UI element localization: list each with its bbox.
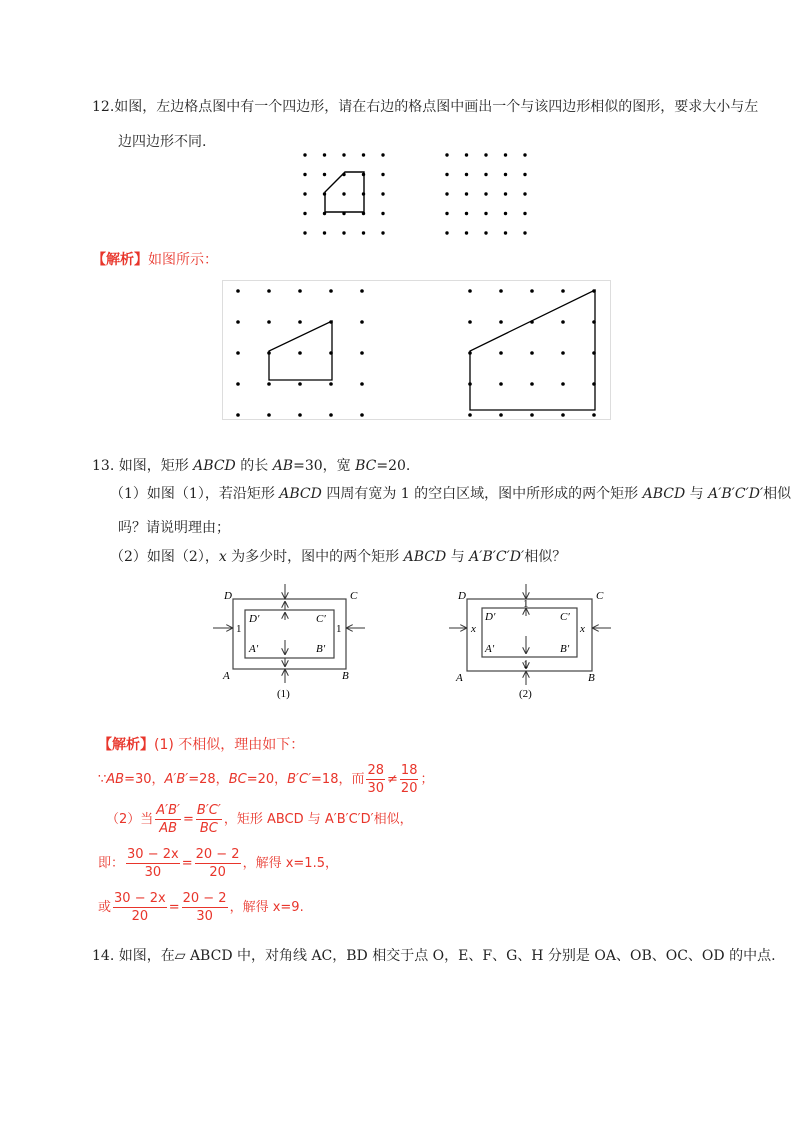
label-C-2: C — [596, 590, 604, 602]
grid-dot — [329, 382, 333, 386]
grid-dot — [504, 192, 507, 195]
grid-dot — [523, 153, 526, 156]
grid-dot — [303, 173, 306, 176]
grid-dot — [561, 320, 565, 324]
q13-p1-f: A′B′C′D′ — [708, 486, 764, 502]
q12-line2: 边四边形不同. — [118, 134, 207, 150]
label-B: B — [342, 670, 349, 682]
sol12-tag: 【解析】 — [92, 252, 148, 268]
q13-stem-a: 如图，矩形 — [118, 458, 194, 474]
frac-num: B′C′ — [196, 803, 221, 818]
grid-dot — [523, 173, 526, 176]
fraction-18-20 — [400, 762, 419, 797]
sol13-l2-a: AB — [106, 772, 125, 787]
caption-2: (2) — [519, 688, 532, 700]
label-A: A — [223, 670, 230, 682]
sol13-line3 — [106, 802, 413, 837]
q13-stem-e: =30，宽 — [293, 458, 356, 474]
label-A-2: A — [456, 672, 463, 684]
sol13-l2-f: =20， — [246, 772, 288, 787]
label-D: D — [224, 590, 232, 602]
grid-dot — [592, 413, 596, 417]
sol12-text: 如图所示： — [148, 252, 218, 268]
q13-p2-f: A′B′C′D′ — [469, 549, 525, 565]
grid-dot — [561, 289, 565, 293]
frac-den: 20 — [209, 865, 226, 880]
q13-p1-e: 与 — [685, 486, 709, 502]
grid-dot — [381, 212, 384, 215]
frac-den: 30 — [144, 865, 162, 880]
grid-dot — [499, 413, 503, 417]
grid-dot — [499, 382, 503, 386]
parallelogram-icon: ▱ — [174, 948, 186, 964]
q14-a: 如图，在 — [118, 948, 175, 964]
solution-left-quadrilateral — [269, 321, 332, 380]
grid-dot — [298, 320, 302, 324]
grid-dot — [381, 153, 384, 156]
sol13-tag: 【解析】 — [98, 737, 154, 753]
q13-part1 — [110, 484, 791, 504]
sol13-line4 — [98, 846, 338, 881]
fraction-BpCp-BC — [196, 802, 222, 837]
q13-p2-a: （2）如图（2）， — [110, 549, 219, 565]
solution-right-quadrilateral — [470, 290, 595, 410]
q13-p1-d: ABCD — [642, 486, 686, 502]
q13-p2-g: 相似？ — [524, 549, 567, 565]
grid-dot — [523, 212, 526, 215]
grid-dot — [298, 351, 302, 355]
frac-den: 20 — [400, 781, 418, 796]
sol12-figure — [222, 280, 612, 420]
label-Bp-2: B′ — [560, 643, 570, 655]
sol13-l5-b: ，解得 x=9. — [229, 900, 304, 915]
label-D-2: D — [458, 590, 466, 602]
label-x-left: x — [471, 623, 476, 635]
sol13-l4-a: 即： — [98, 856, 125, 871]
grid-dot — [267, 289, 271, 293]
grid-dot — [303, 192, 306, 195]
eq-symbol: = — [168, 900, 180, 915]
grid-dot — [381, 231, 384, 234]
q13-stem-f: BC — [355, 458, 377, 474]
sol13-l2-c: A′B′ — [164, 772, 189, 787]
grid-dot — [303, 153, 306, 156]
grid-dot — [504, 212, 507, 215]
sol13-l3-b: ，矩形 ABCD 与 A′B′C′D′相似， — [223, 812, 413, 827]
grid-dot — [298, 289, 302, 293]
frac-num: 28 — [367, 763, 385, 778]
label-C: C — [350, 590, 358, 602]
sol13-l5-a: 或 — [98, 900, 112, 915]
frac-den: 30 — [196, 909, 213, 924]
q13-stem — [92, 456, 410, 476]
frac-den: BC — [199, 821, 218, 836]
fraction-ApBp-AB — [155, 802, 181, 837]
grid-dot — [484, 212, 487, 215]
grid-dot — [561, 351, 565, 355]
figure-frame — [223, 281, 611, 420]
grid-dot — [236, 351, 240, 355]
fraction-30-2x-20 — [113, 890, 167, 925]
grid-dot — [298, 413, 302, 417]
q13-p1-c: 四周有宽为 1 的空白区域，图中所形成的两个矩形 — [321, 486, 643, 502]
grid-dot — [329, 289, 333, 293]
eq-symbol: = — [181, 856, 193, 871]
grid-dot — [362, 153, 365, 156]
grid-dot — [484, 192, 487, 195]
q13-p1-b: ABCD — [279, 486, 322, 502]
grid-dot — [484, 153, 487, 156]
sol13-l2-h: =18，而 — [311, 772, 365, 787]
sol13-l2-g: B′C′ — [287, 772, 312, 787]
eq-symbol: = — [183, 812, 194, 827]
grid-dot — [465, 192, 468, 195]
q13-stem-d: AB — [272, 458, 294, 474]
frac-den: 30 — [367, 781, 385, 796]
grid-dot — [323, 153, 326, 156]
label-Dp-2: D′ — [485, 611, 496, 623]
grid-dot — [236, 413, 240, 417]
q12-text1: 如图，左边格点图中有一个四边形，请在右边的格点图中画出一个与该四边形相似的图形，要求大小与左 — [114, 99, 759, 115]
label-1-top: 1 — [523, 598, 529, 610]
label-Cp: C′ — [316, 613, 326, 625]
sol13-l2-d: =28， — [188, 772, 229, 787]
q13-part1-line2: 吗？请说明理由； — [118, 520, 230, 536]
label-Dp: D′ — [249, 613, 260, 625]
frac-num: 18 — [400, 763, 418, 778]
q13-figures — [205, 580, 615, 705]
fraction-20-2-20 — [195, 846, 241, 881]
grid-dot — [342, 192, 345, 195]
grid-dot — [523, 231, 526, 234]
grid-dot — [298, 382, 302, 386]
caption-1: (1) — [277, 688, 290, 700]
grid-dot — [465, 231, 468, 234]
grid-dot — [523, 192, 526, 195]
grid-dot — [360, 289, 364, 293]
fraction-28-30 — [366, 762, 385, 797]
because-symbol: ∵ — [98, 772, 107, 787]
grid-dot — [303, 212, 306, 215]
grid-dot — [465, 153, 468, 156]
grid-dot — [468, 320, 472, 324]
grid-dot — [381, 173, 384, 176]
grid-dot — [267, 382, 271, 386]
grid-dot — [468, 289, 472, 293]
grid-dot — [362, 231, 365, 234]
q13-stem-c: 的长 — [235, 458, 273, 474]
grid-dot — [530, 289, 534, 293]
grid-dot — [323, 231, 326, 234]
sol13-l2-b: =30， — [124, 772, 165, 787]
q13-p1-a: （1）如图（1），若沿矩形 — [110, 486, 280, 502]
label-Cp-2: C′ — [560, 611, 570, 623]
grid-dot — [499, 351, 503, 355]
grid-dot — [323, 173, 326, 176]
grid-dot — [499, 320, 503, 324]
q12-line1 — [92, 97, 758, 117]
frac-num: 20 − 2 — [182, 891, 227, 906]
grid-dot — [303, 231, 306, 234]
q12-number: 12. — [92, 99, 115, 115]
label-B-2: B — [588, 672, 595, 684]
q12-figure — [290, 145, 540, 245]
grid-dot — [484, 173, 487, 176]
label-1-right: 1 — [336, 623, 342, 635]
left-dot-grid — [303, 153, 384, 234]
grid-dot — [530, 351, 534, 355]
neq-symbol: ≠ — [387, 772, 398, 787]
grid-dot — [360, 413, 364, 417]
label-Ap-2: A′ — [485, 643, 495, 655]
fraction-20-2-30 — [182, 890, 228, 925]
grid-dot — [360, 320, 364, 324]
label-1-bottom: 1 — [523, 659, 529, 671]
grid-dot — [360, 382, 364, 386]
frac-num: 30 − 2x — [114, 891, 166, 906]
fraction-30-2x-30 — [126, 846, 180, 881]
grid-dot — [236, 382, 240, 386]
q13-p2-c: 为多少时，图中的两个矩形 — [226, 549, 404, 565]
label-x-right: x — [580, 623, 585, 635]
label-Bp: B′ — [316, 643, 326, 655]
sol13-l4-b: ，解得 x=1.5， — [242, 856, 338, 871]
frac-den: AB — [159, 821, 178, 836]
sol13-line1 — [98, 735, 304, 755]
figure-2 — [449, 584, 611, 700]
right-dot-grid — [445, 153, 526, 234]
grid-dot — [530, 413, 534, 417]
q13-part2 — [110, 547, 566, 567]
q14-number: 14. — [92, 948, 115, 964]
grid-dot — [504, 153, 507, 156]
grid-dot — [465, 212, 468, 215]
grid-dot — [530, 382, 534, 386]
grid-dot — [267, 320, 271, 324]
grid-dot — [445, 192, 448, 195]
sol13-line2 — [98, 762, 433, 797]
frac-num: 30 − 2x — [127, 847, 179, 862]
q13-p2-b: x — [218, 549, 227, 565]
semicolon: ； — [420, 772, 434, 787]
q13-p1-g: 相似 — [763, 486, 792, 502]
label-1-left: 1 — [236, 623, 242, 635]
sol13-line5 — [98, 890, 304, 925]
grid-dot — [504, 173, 507, 176]
q13-stem-g: =20. — [376, 458, 411, 474]
frac-num: A′B′ — [156, 803, 180, 818]
grid-dot — [445, 153, 448, 156]
grid-dot — [561, 382, 565, 386]
q14-b: ABCD 中，对角线 AC，BD 相交于点 O，E、F、G、H 分别是 OA、OB、OC、OD 的中点. — [185, 948, 776, 964]
grid-dot — [329, 413, 333, 417]
q13-p2-e: 与 — [446, 549, 470, 565]
grid-dot — [342, 231, 345, 234]
grid-dot — [499, 289, 503, 293]
grid-dot — [561, 413, 565, 417]
left-quadrilateral — [325, 172, 364, 212]
grid-dot — [381, 192, 384, 195]
grid-dot — [445, 231, 448, 234]
grid-dot — [267, 413, 271, 417]
grid-dot — [360, 351, 364, 355]
frac-num: 20 − 2 — [195, 847, 240, 862]
grid-dot — [445, 173, 448, 176]
q13-number: 13. — [92, 458, 115, 474]
q13-p2-d: ABCD — [403, 549, 447, 565]
grid-dot — [342, 153, 345, 156]
sol13-l3-a: （2）当 — [106, 812, 154, 827]
sol13-l1: (1) 不相似，理由如下： — [154, 737, 305, 753]
q14-line — [92, 946, 776, 966]
outer-rect-ABCD-2 — [467, 599, 592, 671]
grid-dot — [445, 212, 448, 215]
solution-left-dot-grid — [236, 289, 364, 417]
grid-dot — [504, 231, 507, 234]
grid-dot — [468, 413, 472, 417]
sol13-l2-e: BC — [228, 772, 247, 787]
grid-dot — [484, 231, 487, 234]
solution-right-dot-grid — [468, 289, 596, 417]
sol12-line — [92, 250, 218, 270]
grid-dot — [465, 173, 468, 176]
grid-dot — [236, 320, 240, 324]
grid-dot — [236, 289, 240, 293]
figure-1 — [213, 584, 365, 700]
label-Ap: A′ — [249, 643, 259, 655]
frac-den: 20 — [131, 909, 149, 924]
q13-stem-b: ABCD — [193, 458, 236, 474]
